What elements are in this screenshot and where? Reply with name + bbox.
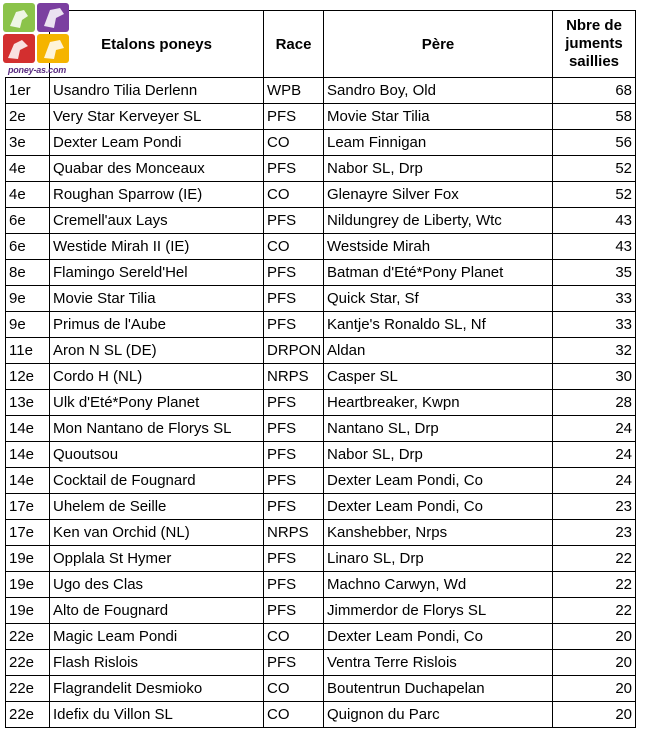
mares-count-cell: 24 <box>553 468 636 494</box>
stallion-name-cell: Cremell'aux Lays <box>50 208 264 234</box>
poney-as-logo <box>2 2 70 78</box>
stallion-name-cell: Cocktail de Fougnard <box>50 468 264 494</box>
table-row <box>6 702 636 728</box>
father-cell: Nabor SL, Drp <box>324 442 553 468</box>
table-row <box>6 208 636 234</box>
race-cell: PFS <box>264 546 324 572</box>
logo-text: poney-as.com <box>7 65 67 75</box>
race-cell: PFS <box>264 156 324 182</box>
father-cell: Nabor SL, Drp <box>324 156 553 182</box>
race-cell: PFS <box>264 416 324 442</box>
race-cell: PFS <box>264 494 324 520</box>
rank-cell: 1er <box>6 78 50 104</box>
race-cell: PFS <box>264 650 324 676</box>
stallion-name-cell: Quabar des Monceaux <box>50 156 264 182</box>
rank-cell: 4e <box>6 182 50 208</box>
table-row <box>6 338 636 364</box>
mares-count-cell: 23 <box>553 520 636 546</box>
rank-cell: 11e <box>6 338 50 364</box>
stallion-ranking-table <box>5 10 636 728</box>
stallion-name-cell: Opplala St Hymer <box>50 546 264 572</box>
rank-cell: 22e <box>6 624 50 650</box>
race-cell: CO <box>264 130 324 156</box>
stallion-name-cell: Alto de Fougnard <box>50 598 264 624</box>
father-cell: Kanshebber, Nrps <box>324 520 553 546</box>
stallion-name-cell: Dexter Leam Pondi <box>50 130 264 156</box>
mares-count-cell: 24 <box>553 442 636 468</box>
race-cell: CO <box>264 702 324 728</box>
rank-cell: 9e <box>6 312 50 338</box>
race-cell: DRPON <box>264 338 324 364</box>
stallion-name-cell: Cordo H (NL) <box>50 364 264 390</box>
race-cell: PFS <box>264 390 324 416</box>
mares-count-cell: 30 <box>553 364 636 390</box>
race-cell: PFS <box>264 312 324 338</box>
header-mares-count-label: Nbre de juments saillies <box>565 17 623 70</box>
father-cell: Nildungrey de Liberty, Wtc <box>324 208 553 234</box>
race-cell: PFS <box>264 286 324 312</box>
mares-count-cell: 24 <box>553 416 636 442</box>
table-row <box>6 104 636 130</box>
rank-cell: 2e <box>6 104 50 130</box>
rank-cell: 8e <box>6 260 50 286</box>
father-cell: Kantje's Ronaldo SL, Nf <box>324 312 553 338</box>
mares-count-cell: 20 <box>553 650 636 676</box>
rank-cell: 17e <box>6 520 50 546</box>
header-stallion: Etalons poneys <box>50 11 264 78</box>
stallion-name-cell: Mon Nantano de Florys SL <box>50 416 264 442</box>
stallion-name-cell: Magic Leam Pondi <box>50 624 264 650</box>
father-cell: Dexter Leam Pondi, Co <box>324 494 553 520</box>
race-cell: PFS <box>264 572 324 598</box>
rank-cell: 12e <box>6 364 50 390</box>
father-cell: Leam Finnigan <box>324 130 553 156</box>
father-cell: Quick Star, Sf <box>324 286 553 312</box>
father-cell: Nantano SL, Drp <box>324 416 553 442</box>
father-cell: Jimmerdor de Florys SL <box>324 598 553 624</box>
mares-count-cell: 20 <box>553 676 636 702</box>
table-row <box>6 598 636 624</box>
rank-cell: 22e <box>6 702 50 728</box>
mares-count-cell: 52 <box>553 182 636 208</box>
rank-cell: 9e <box>6 286 50 312</box>
rank-cell: 14e <box>6 416 50 442</box>
race-cell: CO <box>264 676 324 702</box>
stallion-name-cell: Ulk d'Eté*Pony Planet <box>50 390 264 416</box>
stallion-name-cell: Ken van Orchid (NL) <box>50 520 264 546</box>
table-row <box>6 442 636 468</box>
table-row <box>6 286 636 312</box>
table-row <box>6 364 636 390</box>
header-race: Race <box>264 11 324 78</box>
header-father: Père <box>324 11 553 78</box>
table-row <box>6 390 636 416</box>
race-cell: PFS <box>264 468 324 494</box>
stallion-name-cell: Usandro Tilia Derlenn <box>50 78 264 104</box>
father-cell: Aldan <box>324 338 553 364</box>
mares-count-cell: 22 <box>553 598 636 624</box>
race-cell: PFS <box>264 104 324 130</box>
father-cell: Dexter Leam Pondi, Co <box>324 624 553 650</box>
table-row <box>6 78 636 104</box>
stallion-name-cell: Uhelem de Seille <box>50 494 264 520</box>
mares-count-cell: 43 <box>553 208 636 234</box>
rank-cell: 19e <box>6 572 50 598</box>
mares-count-cell: 52 <box>553 156 636 182</box>
rank-cell: 6e <box>6 208 50 234</box>
father-cell: Glenayre Silver Fox <box>324 182 553 208</box>
table-row <box>6 182 636 208</box>
father-cell: Batman d'Eté*Pony Planet <box>324 260 553 286</box>
stallion-name-cell: Movie Star Tilia <box>50 286 264 312</box>
rank-cell: 22e <box>6 650 50 676</box>
father-cell: Movie Star Tilia <box>324 104 553 130</box>
mares-count-cell: 33 <box>553 312 636 338</box>
race-cell: CO <box>264 182 324 208</box>
table-row <box>6 494 636 520</box>
mares-count-cell: 35 <box>553 260 636 286</box>
father-cell: Casper SL <box>324 364 553 390</box>
table-row <box>6 650 636 676</box>
table-row <box>6 312 636 338</box>
mares-count-cell: 32 <box>553 338 636 364</box>
table-row <box>6 546 636 572</box>
stallion-name-cell: Aron N SL (DE) <box>50 338 264 364</box>
mares-count-cell: 22 <box>553 546 636 572</box>
rank-cell: 14e <box>6 468 50 494</box>
header-mares-count <box>553 11 636 78</box>
father-cell: Dexter Leam Pondi, Co <box>324 468 553 494</box>
stallion-name-cell: Quoutsou <box>50 442 264 468</box>
father-cell: Sandro Boy, Old <box>324 78 553 104</box>
race-cell: PFS <box>264 260 324 286</box>
horse-logo-icon <box>2 2 70 64</box>
table-row <box>6 624 636 650</box>
mares-count-cell: 20 <box>553 702 636 728</box>
race-cell: CO <box>264 624 324 650</box>
mares-count-cell: 56 <box>553 130 636 156</box>
mares-count-cell: 68 <box>553 78 636 104</box>
race-cell: PFS <box>264 598 324 624</box>
table-row <box>6 676 636 702</box>
stallion-name-cell: Flagrandelit Desmioko <box>50 676 264 702</box>
rank-cell: 19e <box>6 546 50 572</box>
table-row <box>6 234 636 260</box>
table-body <box>6 78 636 728</box>
father-cell: Ventra Terre Rislois <box>324 650 553 676</box>
mares-count-cell: 33 <box>553 286 636 312</box>
rank-cell: 17e <box>6 494 50 520</box>
stallion-name-cell: Westide Mirah II (IE) <box>50 234 264 260</box>
mares-count-cell: 43 <box>553 234 636 260</box>
rank-cell: 19e <box>6 598 50 624</box>
stallion-name-cell: Very Star Kerveyer SL <box>50 104 264 130</box>
father-cell: Heartbreaker, Kwpn <box>324 390 553 416</box>
table-row <box>6 572 636 598</box>
rank-cell: 6e <box>6 234 50 260</box>
father-cell: Westside Mirah <box>324 234 553 260</box>
father-cell: Quignon du Parc <box>324 702 553 728</box>
race-cell: PFS <box>264 442 324 468</box>
stallion-name-cell: Primus de l'Aube <box>50 312 264 338</box>
table-row <box>6 416 636 442</box>
race-cell: WPB <box>264 78 324 104</box>
stallion-name-cell: Ugo des Clas <box>50 572 264 598</box>
race-cell: NRPS <box>264 364 324 390</box>
stallion-name-cell: Idefix du Villon SL <box>50 702 264 728</box>
stallion-name-cell: Flash Rislois <box>50 650 264 676</box>
table-row <box>6 260 636 286</box>
header-row <box>6 11 636 78</box>
father-cell: Boutentrun Duchapelan <box>324 676 553 702</box>
mares-count-cell: 22 <box>553 572 636 598</box>
stallion-name-cell: Roughan Sparrow (IE) <box>50 182 264 208</box>
father-cell: Machno Carwyn, Wd <box>324 572 553 598</box>
race-cell: NRPS <box>264 520 324 546</box>
race-cell: PFS <box>264 208 324 234</box>
table-row <box>6 520 636 546</box>
table-row <box>6 468 636 494</box>
table-row <box>6 156 636 182</box>
mares-count-cell: 28 <box>553 390 636 416</box>
rank-cell: 22e <box>6 676 50 702</box>
table-row <box>6 130 636 156</box>
rank-cell: 14e <box>6 442 50 468</box>
rank-cell: 4e <box>6 156 50 182</box>
rank-cell: 13e <box>6 390 50 416</box>
stallion-name-cell: Flamingo Sereld'Hel <box>50 260 264 286</box>
father-cell: Linaro SL, Drp <box>324 546 553 572</box>
race-cell: CO <box>264 234 324 260</box>
mares-count-cell: 58 <box>553 104 636 130</box>
mares-count-cell: 20 <box>553 624 636 650</box>
mares-count-cell: 23 <box>553 494 636 520</box>
rank-cell: 3e <box>6 130 50 156</box>
